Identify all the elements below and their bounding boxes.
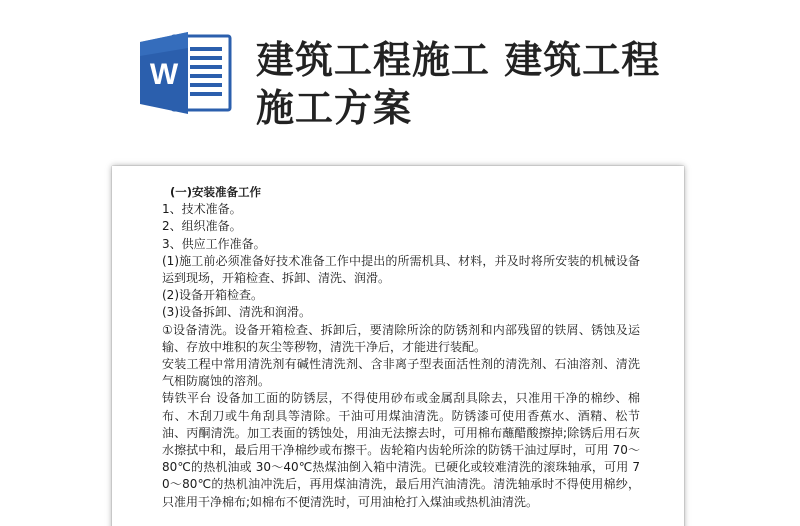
paragraph: 2、组织准备。: [162, 219, 242, 234]
paragraph: 铸铁平台 设备加工面的防锈层，不得使用砂布或金属刮具除去，只准用干净的棉纱、棉布、木刮刀或牛角刮具等清除。干油可用煤油清洗。防锈漆可使用香蕉水、酒精、松节油、丙酮清洗。加工表面的锈蚀处，用油无法擦去时，可用棉布蘸醋酸擦掉;除锈后用石灰水擦拭中和，最后用干净棉纱或布擦干。齿轮箱内齿轮所涂的防锈干油过厚时，可用 70～80℃的热机油或 30～40℃热煤油倒入箱中清洗。已硬化或较难清洗的滚珠轴承，可用 70～80℃的热机油冲洗后，再用煤油清洗，最后用汽油清洗。清洗轴承时不得使用棉纱，只准用干净棉布;如棉布不便清洗时，可用油枪打入煤油或热机油清洗。: [162, 391, 640, 509]
word-letter-icon: W: [149, 58, 179, 91]
paragraph: (2)设备开箱检查。: [162, 288, 263, 303]
word-document-icon: [138, 30, 234, 116]
paragraph: (3)设备拆卸、清洗和润滑。: [162, 305, 311, 320]
paragraph: (1)施工前必须准备好技术准备工作中提出的所需机具、材料，并及时将所安装的机械设备运到现场，开箱检查、拆卸、清洗、润滑。: [162, 253, 640, 286]
document-body: [162, 184, 640, 511]
paragraph: 安装工程中常用清洗剂有碱性清洗剂、含非离子型表面活性剂的清洗剂、石油溶剂、清洗气相防腐蚀的溶剂。: [162, 357, 640, 389]
page-title: 建筑工程施工 建筑工程施工方案: [256, 38, 661, 130]
paragraph: ①设备清洗。设备开箱检查、拆卸后，要清除所涂的防锈剂和内部残留的铁屑、锈蚀及运输、存放中堆积的灰尘等秽物，清洗干净后，才能进行装配。: [162, 322, 640, 354]
paragraph: 1、技术准备。: [162, 202, 242, 217]
document-page: [112, 166, 684, 526]
section-heading: (一)安装准备工作: [170, 185, 262, 199]
paragraph: 3、供应工作准备。: [162, 236, 266, 251]
